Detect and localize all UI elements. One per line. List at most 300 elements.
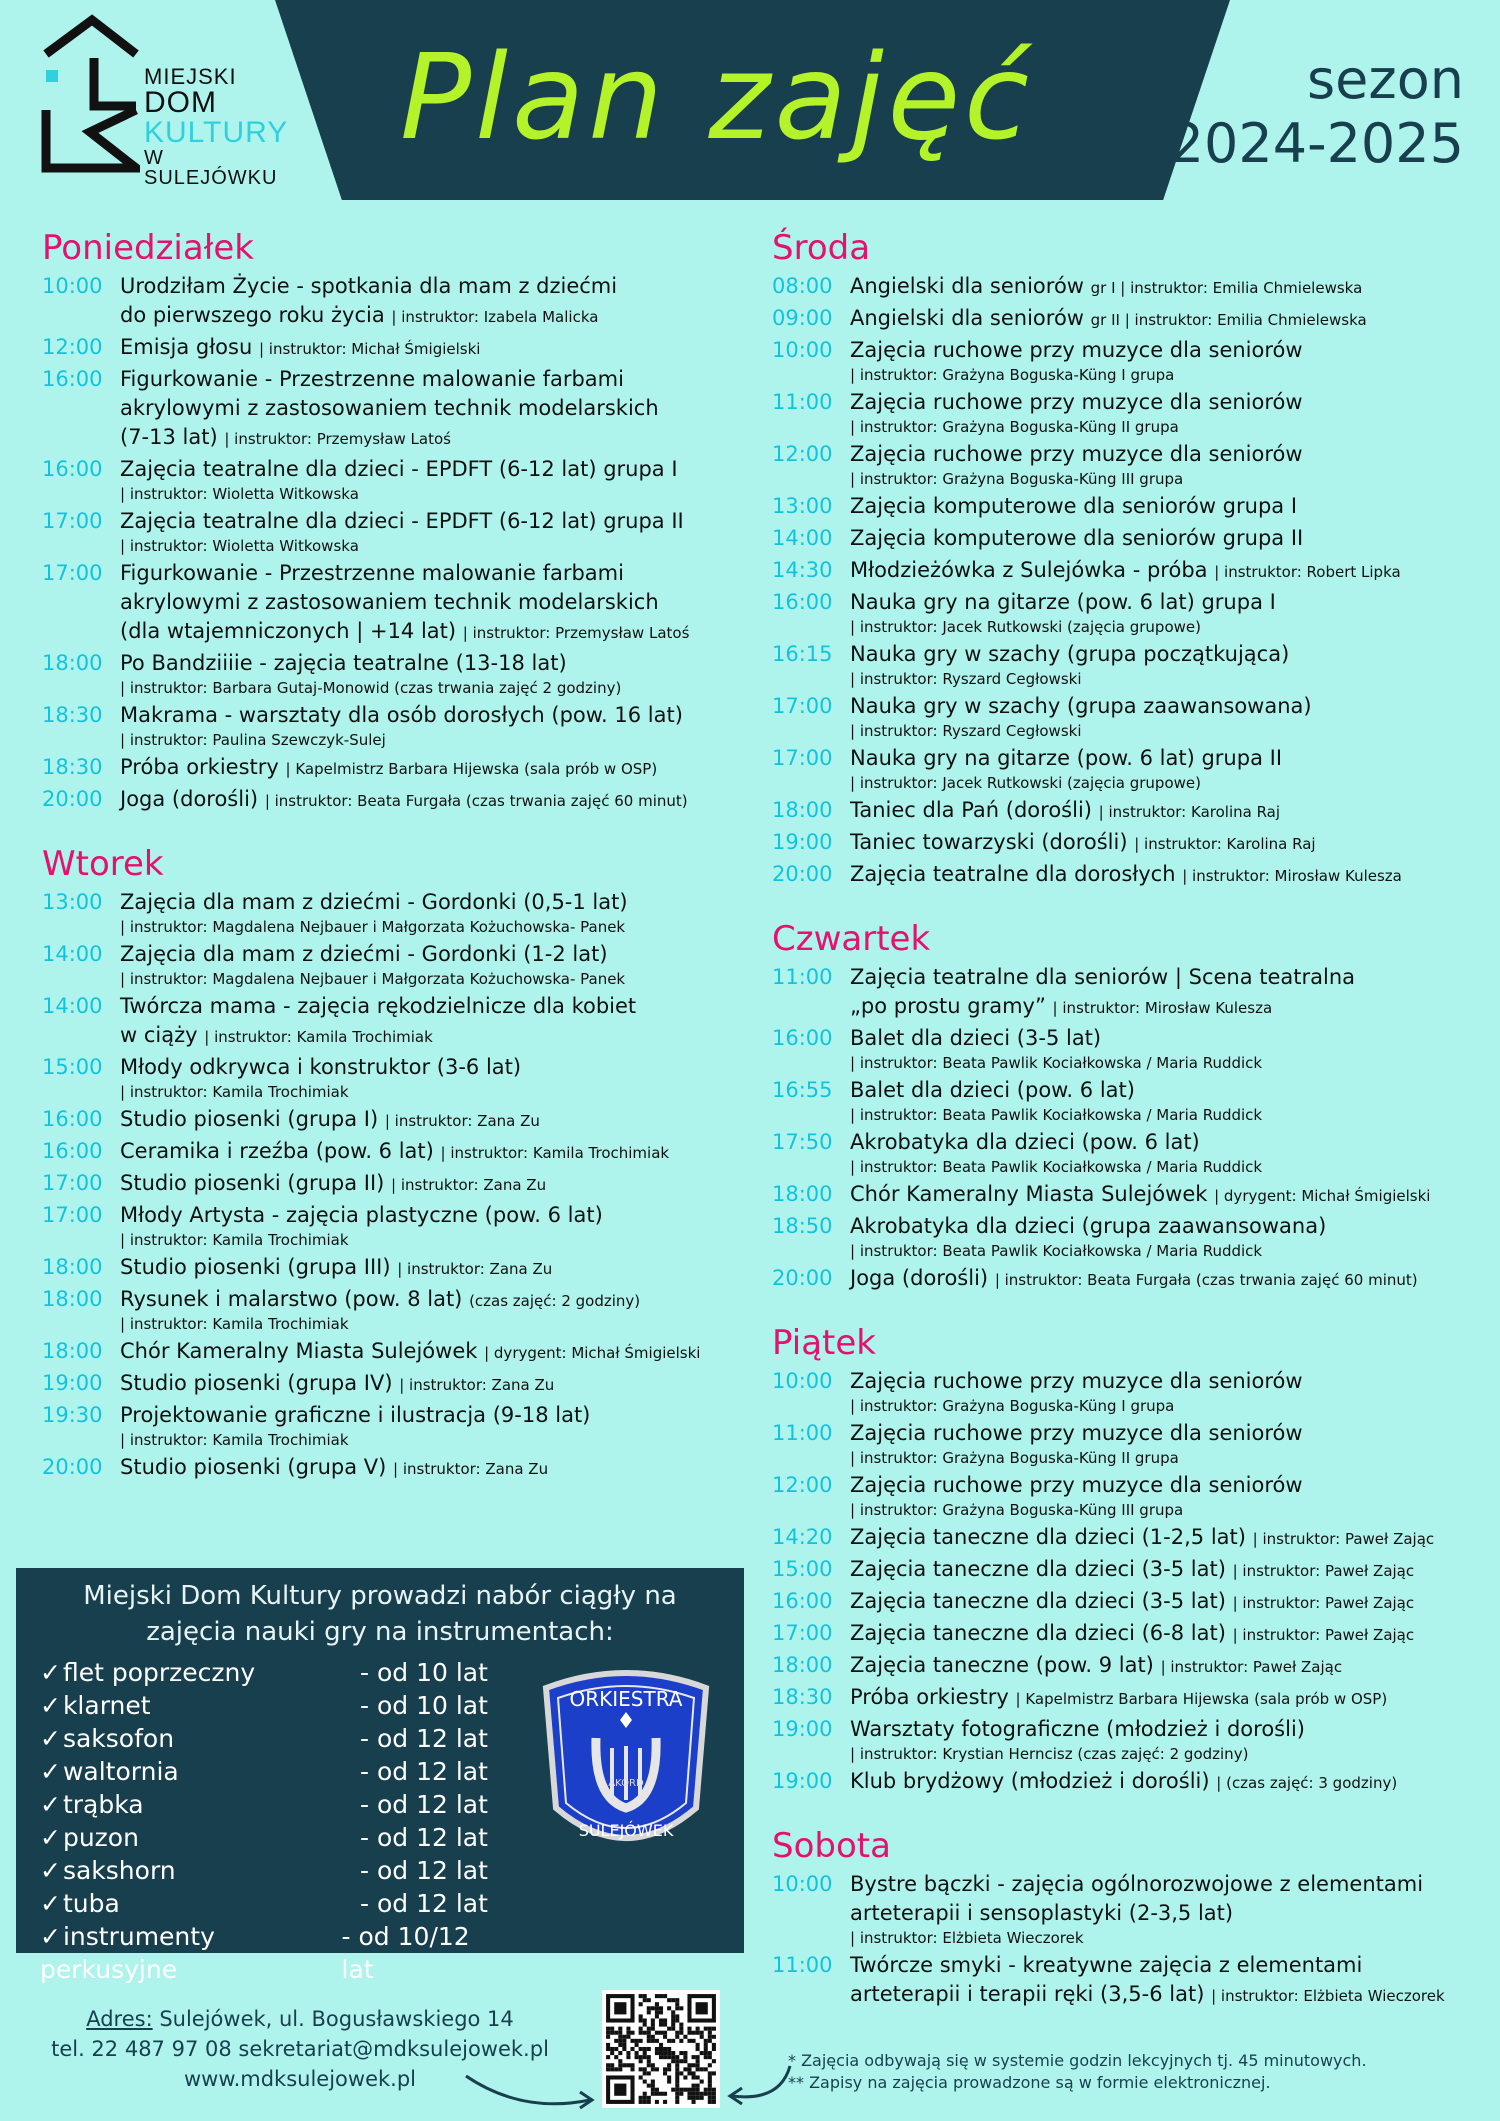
entry-time: 18:00 [772, 798, 833, 822]
schedule-entry [772, 692, 1472, 741]
entry-instructor: | instruktor: Izabela Malicka [391, 308, 599, 326]
badge-middle-text: AKORD [608, 1778, 644, 1789]
entry-instructor: | instruktor: Beata Pawlik Kociałkowska / Maria Ruddick [850, 1242, 1263, 1260]
entry-body [850, 1870, 1472, 1948]
footnotes [788, 2050, 1488, 2094]
checkmark-icon: ✓ [40, 1856, 61, 1885]
entry-instructor: | instruktor: Karolina Raj [1098, 803, 1281, 821]
day-section [772, 1824, 1472, 2009]
entry-title: Chór Kameralny Miasta Sulejówek [120, 1339, 478, 1363]
address-text: Sulejówek, ul. Bogusławskiego 14 [152, 2007, 514, 2031]
schedule-entry [772, 1076, 1472, 1125]
entry-title: Młody Artysta - zajęcia plastyczne (pow. 6 lat) [120, 1203, 603, 1227]
entry-body [120, 649, 762, 698]
entry-title-line [120, 617, 762, 646]
schedule-entry [772, 860, 1472, 889]
entry-title-line [120, 888, 762, 917]
schedule-entry [42, 507, 762, 556]
entry-time: 16:00 [772, 590, 833, 614]
entry-body [850, 796, 1472, 825]
entry-title-line [850, 1212, 1472, 1241]
day-section [42, 226, 762, 814]
schedule-entry [42, 888, 762, 937]
instrument-name [40, 1755, 360, 1788]
schedule-right-column [772, 226, 1472, 2037]
entry-time: 12:00 [42, 335, 103, 359]
entry-body [850, 336, 1472, 385]
entry-instructor: | instruktor: Zana Zu [393, 1460, 549, 1478]
schedule-entry [772, 1683, 1472, 1712]
schedule-entry [772, 524, 1472, 553]
entry-time: 16:00 [42, 457, 103, 481]
entry-time: 11:00 [772, 390, 833, 414]
entry-title: Balet dla dzieci (3-5 lat) [850, 1026, 1102, 1050]
entry-body [120, 333, 762, 362]
entry-instructor: | instruktor: Grażyna Boguska-Küng I grupa [850, 1397, 1175, 1415]
entry-title: Zajęcia taneczne (pow. 9 lat) [850, 1653, 1154, 1677]
schedule-entry [42, 1369, 762, 1398]
entry-title-line [850, 1870, 1472, 1899]
entry-instructor: | instruktor: Grażyna Boguska-Küng III grupa [850, 1501, 1184, 1519]
instrument-label: waltornia [62, 1757, 179, 1786]
entry-title: Studio piosenki (grupa II) [120, 1171, 385, 1195]
entry-body [850, 1619, 1472, 1648]
entry-time: 16:00 [772, 1026, 833, 1050]
entry-instructor: | instruktor: Paulina Szewczyk-Sulej [120, 731, 386, 749]
entry-title: Angielski dla seniorów [850, 274, 1084, 298]
entry-title: „po prostu gramy” [850, 994, 1046, 1018]
checkmark-icon: ✓ [40, 1823, 61, 1852]
logo-line-2: DOM [144, 86, 217, 119]
entry-body [850, 1715, 1472, 1764]
instrument-age: - od 12 lat [360, 1790, 488, 1819]
entry-instructor: | instruktor: Magdalena Nejbauer i Małgorzata Kożuchowska- Panek [120, 918, 626, 936]
entry-title: Zajęcia taneczne dla dzieci (3-5 lat) [850, 1589, 1226, 1613]
entry-title: Studio piosenki (grupa III) [120, 1255, 391, 1279]
footnote-1: * Zajęcia odbywają się w systemie godzin lekcyjnych tj. 45 minutowych. [788, 2051, 1367, 2070]
entry-title: Zajęcia taneczne dla dzieci (3-5 lat) [850, 1557, 1226, 1581]
entry-body [850, 440, 1472, 489]
logo-line-3: KULTURY [144, 116, 289, 149]
website-link[interactable]: www.mdksulejowek.pl [183, 2067, 416, 2091]
entry-instructor: | instruktor: Grażyna Boguska-Küng II grupa [850, 1449, 1179, 1467]
schedule-entry [772, 492, 1472, 521]
entry-body [850, 556, 1472, 585]
entry-body [850, 1683, 1472, 1712]
entry-title: Zajęcia taneczne dla dzieci (6-8 lat) [850, 1621, 1226, 1645]
entry-title: Zajęcia teatralne dla seniorów | Scena teatralna [850, 965, 1356, 989]
schedule-entry [772, 1523, 1472, 1552]
day-heading: Piątek [772, 1323, 876, 1363]
schedule-entry [772, 963, 1472, 1021]
entry-body [850, 1076, 1472, 1125]
entry-title: Próba orkiestry [120, 755, 279, 779]
instrument-label: flet poprzeczny [62, 1658, 256, 1687]
entry-title-line [850, 860, 1472, 889]
entry-time: 19:00 [772, 1769, 833, 1793]
entry-time: 11:00 [772, 1421, 833, 1445]
schedule-entry [772, 1651, 1472, 1680]
entry-instructor: | instruktor: Przemysław Latoś [462, 624, 690, 642]
entry-instructor: | instruktor: Jacek Rutkowski (zajęcia grupowe) [850, 618, 1201, 636]
entry-title-line [120, 992, 762, 1021]
entry-title-line [850, 1523, 1472, 1552]
checkmark-icon: ✓ [40, 1889, 61, 1918]
entry-title: Zajęcia ruchowe przy muzyce dla seniorów [850, 442, 1303, 466]
entry-time: 14:30 [772, 558, 833, 582]
entry-title-line [120, 1053, 762, 1082]
schedule-entry [772, 336, 1472, 385]
schedule-entry [42, 365, 762, 452]
badge-top-text: ORKIESTRA [569, 1687, 683, 1711]
entry-body [120, 1105, 762, 1134]
season-label: sezon [1307, 48, 1464, 111]
instrument-item [40, 1887, 500, 1920]
instrument-age: - od 10 lat [360, 1658, 488, 1687]
schedule-entry [42, 1201, 762, 1250]
entry-body [850, 1128, 1472, 1177]
entry-time: 12:00 [772, 1473, 833, 1497]
recruitment-heading-line-1: Miejski Dom Kultury prowadzi nabór ciągły na [83, 1581, 677, 1611]
entry-instructor: gr II | instruktor: Emilia Chmielewska [1090, 311, 1367, 329]
entry-title-line [120, 333, 762, 362]
entry-title: Projektowanie graficzne i ilustracja (9-18 lat) [120, 1403, 591, 1427]
entry-title: Zajęcia ruchowe przy muzyce dla seniorów [850, 1369, 1303, 1393]
entry-body [850, 1367, 1472, 1416]
schedule-entry [42, 1253, 762, 1282]
instrument-age: - od 10 lat [360, 1691, 488, 1720]
checkmark-icon: ✓ [40, 1790, 61, 1819]
entry-body [850, 1419, 1472, 1468]
entry-body [850, 1587, 1472, 1616]
entry-title-line [850, 492, 1472, 521]
schedule-left-column [42, 226, 762, 1510]
day-heading: Czwartek [772, 919, 931, 959]
entry-title-line [850, 640, 1472, 669]
entry-time: 16:00 [772, 1589, 833, 1613]
day-heading: Poniedziałek [42, 228, 254, 268]
schedule-entry [772, 1264, 1472, 1293]
entry-title: Twórcza mama - zajęcia rękodzielnicze dla kobiet [120, 994, 637, 1018]
entry-title: Angielski dla seniorów [850, 306, 1084, 330]
entry-time: 18:00 [42, 651, 103, 675]
entry-body [120, 1337, 762, 1366]
entry-title: Próba orkiestry [850, 1685, 1009, 1709]
schedule-entry [42, 559, 762, 646]
entry-title: Zajęcia ruchowe przy muzyce dla seniorów [850, 338, 1303, 362]
entry-time: 10:00 [772, 338, 833, 362]
schedule-entry [772, 1767, 1472, 1796]
instrument-age: - od 12 lat [360, 1757, 488, 1786]
entry-title-line [120, 588, 762, 617]
entry-title-line [850, 1899, 1472, 1928]
entry-title: Chór Kameralny Miasta Sulejówek [850, 1182, 1208, 1206]
entry-title: Figurkowanie - Przestrzenne malowanie farbami [120, 561, 624, 585]
schedule-entry [772, 1870, 1472, 1948]
entry-instructor: | instruktor: Wioletta Witkowska [120, 485, 359, 503]
entry-title: Taniec dla Pań (dorośli) [850, 798, 1092, 822]
entry-instructor: | instruktor: Ryszard Cegłowski [850, 722, 1082, 740]
entry-title: Klub brydżowy (młodzież i dorośli) [850, 1769, 1210, 1793]
schedule-entry [42, 940, 762, 989]
entry-instructor: | instruktor: Ryszard Cegłowski [850, 670, 1082, 688]
entry-title-line [850, 556, 1472, 585]
entry-time: 14:00 [42, 942, 103, 966]
entry-title-line [850, 1024, 1472, 1053]
entry-body [850, 388, 1472, 437]
entry-body [850, 1264, 1472, 1293]
entry-title: Rysunek i malarstwo (pow. 8 lat) [120, 1287, 463, 1311]
entry-time: 17:00 [42, 561, 103, 585]
entry-body [120, 272, 762, 330]
entry-body [850, 1212, 1472, 1261]
entry-title-line [850, 1128, 1472, 1157]
entry-title-line [850, 828, 1472, 857]
entry-instructor: | instruktor: Kamila Trochimiak [120, 1083, 349, 1101]
instrument-item [40, 1689, 500, 1722]
instrument-name [40, 1689, 360, 1722]
instrument-name [40, 1656, 360, 1689]
entry-title-line [850, 1471, 1472, 1500]
entry-instructor: | instruktor: Beata Furgała (czas trwania zajęć 60 minut) [994, 1271, 1418, 1289]
entry-title-line [120, 559, 762, 588]
schedule-entry [42, 1105, 762, 1134]
entry-instructor: | dyrygent: Michał Śmigielski [1214, 1187, 1431, 1205]
entry-title: akrylowymi z zastosowaniem technik modelarskich [120, 396, 659, 420]
entry-title-line [120, 1453, 762, 1482]
entry-body [120, 455, 762, 504]
entry-instructor: (czas zajęć: 2 godziny) [469, 1292, 641, 1310]
address [30, 2004, 570, 2034]
schedule-entry [42, 1169, 762, 1198]
entry-instructor: | instruktor: Barbara Gutaj-Monowid (czas trwania zajęć 2 godziny) [120, 679, 622, 697]
entry-time: 16:55 [772, 1078, 833, 1102]
entry-time: 20:00 [772, 862, 833, 886]
entry-time: 18:30 [42, 755, 103, 779]
entry-title: Figurkowanie - Przestrzenne malowanie farbami [120, 367, 624, 391]
checkmark-icon: ✓ [40, 1757, 61, 1786]
entry-title-line [120, 1253, 762, 1282]
recruitment-box [16, 1568, 744, 1984]
day-section [42, 842, 762, 1482]
entry-title: do pierwszego roku życia [120, 303, 385, 327]
instrument-list [40, 1656, 500, 1986]
instrument-item [40, 1755, 500, 1788]
entry-title-line [850, 388, 1472, 417]
instrument-name [40, 1722, 360, 1755]
footnote-2: ** Zapisy na zajęcia prowadzone są w formie elektronicznej. [788, 2073, 1271, 2092]
entry-title: Zajęcia ruchowe przy muzyce dla seniorów [850, 390, 1303, 414]
entry-instructor: | instruktor: Zana Zu [397, 1260, 553, 1278]
entry-title-line [120, 394, 762, 423]
entry-title-line [120, 455, 762, 484]
entry-title: Balet dla dzieci (pow. 6 lat) [850, 1078, 1135, 1102]
entry-body [850, 744, 1472, 793]
entry-body [120, 1253, 762, 1282]
schedule-entry [772, 1471, 1472, 1520]
entry-title-line [850, 1951, 1472, 1980]
entry-body [120, 940, 762, 989]
entry-body [120, 559, 762, 646]
entry-instructor: | Kapelmistrz Barbara Hijewska (sala prób w OSP) [285, 760, 658, 778]
instrument-name [40, 1788, 360, 1821]
instrument-item [40, 1656, 500, 1689]
entry-instructor: | instruktor: Beata Pawlik Kociałkowska / Maria Ruddick [850, 1054, 1263, 1072]
day-section [772, 917, 1472, 1293]
entry-time: 10:00 [772, 1872, 833, 1896]
entry-title-line [120, 1201, 762, 1230]
instrument-name [40, 1821, 360, 1854]
entry-title: Zajęcia komputerowe dla seniorów grupa II [850, 526, 1304, 550]
entry-body [120, 888, 762, 937]
entry-title-line [120, 701, 762, 730]
entry-instructor: | instruktor: Kamila Trochimiak [440, 1144, 670, 1162]
phone-email[interactable]: tel. 22 487 97 08 sekretariat@mdksulejowek.pl [51, 2037, 549, 2061]
day-heading: Środa [772, 228, 871, 268]
entry-title-line [120, 785, 762, 814]
entry-title-line [120, 1105, 762, 1134]
entry-body [850, 272, 1472, 301]
entry-title: Ceramika i rzeźba (pow. 6 lat) [120, 1139, 434, 1163]
entry-body [850, 524, 1472, 553]
entry-instructor: | dyrygent: Michał Śmigielski [484, 1344, 701, 1362]
entry-title: Bystre bączki - zajęcia ogólnorozwojowe z elementami [850, 1872, 1424, 1896]
entry-time: 16:00 [42, 1107, 103, 1131]
instrument-item [40, 1821, 500, 1854]
entry-instructor: | instruktor: Krystian Herncisz (czas zajęć: 2 godziny) [850, 1745, 1249, 1763]
entry-time: 19:00 [42, 1371, 103, 1395]
instrument-name [40, 1920, 342, 1986]
entry-title: Warsztaty fotograficzne (młodzież i dorośli) [850, 1717, 1305, 1741]
entry-body [120, 1369, 762, 1398]
entry-title-line [120, 1285, 762, 1314]
entry-title-line [850, 1683, 1472, 1712]
entry-body [120, 1453, 762, 1482]
arrow-right-icon [724, 2062, 794, 2112]
entry-title: Zajęcia ruchowe przy muzyce dla seniorów [850, 1473, 1303, 1497]
entry-title: akrylowymi z zastosowaniem technik modelarskich [120, 590, 659, 614]
instrument-name [40, 1854, 360, 1887]
schedule-entry [772, 1180, 1472, 1209]
schedule-entry [772, 744, 1472, 793]
entry-time: 17:00 [772, 746, 833, 770]
entry-title: Nauka gry na gitarze (pow. 6 lat) grupa II [850, 746, 1283, 770]
schedule-entry [42, 701, 762, 750]
instrument-label: klarnet [62, 1691, 151, 1720]
recruitment-heading-line-2: zajęcia nauki gry na instrumentach: [146, 1617, 614, 1647]
day-section [772, 226, 1472, 889]
entry-time: 18:00 [772, 1182, 833, 1206]
entry-body [120, 701, 762, 750]
entry-time: 17:50 [772, 1130, 833, 1154]
schedule-entry [42, 1337, 762, 1366]
entry-title: Nauka gry w szachy (grupa początkująca) [850, 642, 1290, 666]
entry-instructor: | instruktor: Paweł Zając [1160, 1658, 1343, 1676]
entry-title-line [850, 1587, 1472, 1616]
entry-title: (dla wtajemniczonych | +14 lat) [120, 619, 457, 643]
qr-code-icon[interactable] [602, 1990, 720, 2108]
entry-title: Akrobatyka dla dzieci (grupa zaawansowana) [850, 1214, 1327, 1238]
entry-time: 17:00 [42, 1171, 103, 1195]
day-section [772, 1321, 1472, 1796]
entry-time: 13:00 [42, 890, 103, 914]
schedule-entry [772, 640, 1472, 689]
entry-title-line [850, 440, 1472, 469]
schedule-entry [42, 1137, 762, 1166]
entry-title-line [850, 692, 1472, 721]
entry-body [850, 692, 1472, 741]
entry-instructor: gr I | instruktor: Emilia Chmielewska [1090, 279, 1363, 297]
entry-title: Zajęcia dla mam z dziećmi - Gordonki (1-2 lat) [120, 942, 608, 966]
entry-title-line [850, 1367, 1472, 1396]
instrument-label: puzon [62, 1823, 139, 1852]
entry-title: Zajęcia ruchowe przy muzyce dla seniorów [850, 1421, 1303, 1445]
entry-title-line [850, 304, 1472, 333]
schedule-entry [772, 556, 1472, 585]
entry-body [120, 1169, 762, 1198]
entry-body [120, 1053, 762, 1102]
entry-instructor: | instruktor: Paweł Zając [1232, 1562, 1415, 1580]
entry-time: 18:50 [772, 1214, 833, 1238]
entry-time: 19:00 [772, 830, 833, 854]
season [1170, 48, 1464, 176]
entry-body [120, 1285, 762, 1334]
schedule-entry [42, 1053, 762, 1102]
entry-time: 11:00 [772, 965, 833, 989]
schedule-entry [772, 388, 1472, 437]
schedule-entry [772, 1419, 1472, 1468]
entry-title-line [850, 1980, 1472, 2009]
entry-instructor: | instruktor: Grażyna Boguska-Küng I grupa [850, 366, 1175, 384]
entry-body [850, 1523, 1472, 1552]
entry-title-line [120, 1369, 762, 1398]
instrument-name [40, 1887, 360, 1920]
entry-title: Młodzieżówka z Sulejówka - próba [850, 558, 1208, 582]
entry-body [850, 860, 1472, 889]
schedule-entry [772, 440, 1472, 489]
entry-instructor: | instruktor: Paweł Zając [1232, 1594, 1415, 1612]
entry-title-line [120, 753, 762, 782]
entry-instructor: | instruktor: Beata Pawlik Kociałkowska / Maria Ruddick [850, 1158, 1263, 1176]
schedule-entry [772, 1212, 1472, 1261]
entry-instructor: | instruktor: Elżbieta Wieczorek [1211, 1987, 1445, 2005]
entry-instructor: | instruktor: Mirosław Kulesza [1182, 867, 1402, 885]
entry-title-line [120, 1337, 762, 1366]
entry-body [120, 992, 762, 1050]
entry-body [120, 507, 762, 556]
entry-title-line [850, 744, 1472, 773]
entry-time: 18:00 [42, 1255, 103, 1279]
entry-instructor: | instruktor: Zana Zu [391, 1176, 547, 1194]
entry-title: arteterapii i terapii ręki (3,5-6 lat) [850, 1982, 1205, 2006]
schedule-entry [772, 1587, 1472, 1616]
entry-title-line [120, 507, 762, 536]
entry-body [850, 304, 1472, 333]
entry-title: Makrama - warsztaty dla osób dorosłych (pow. 16 lat) [120, 703, 683, 727]
logo [40, 14, 300, 189]
entry-body [850, 1024, 1472, 1073]
entry-body [850, 1951, 1472, 2009]
schedule-entry [42, 992, 762, 1050]
instrument-age: - od 10/12 lat [341, 1922, 470, 1984]
entry-title-line [120, 272, 762, 301]
entry-instructor: | instruktor: Zana Zu [399, 1376, 555, 1394]
entry-time: 13:00 [772, 494, 833, 518]
address-label: Adres: [86, 2007, 153, 2031]
entry-title-line [120, 649, 762, 678]
instrument-item [40, 1722, 500, 1755]
entry-body [850, 1555, 1472, 1584]
